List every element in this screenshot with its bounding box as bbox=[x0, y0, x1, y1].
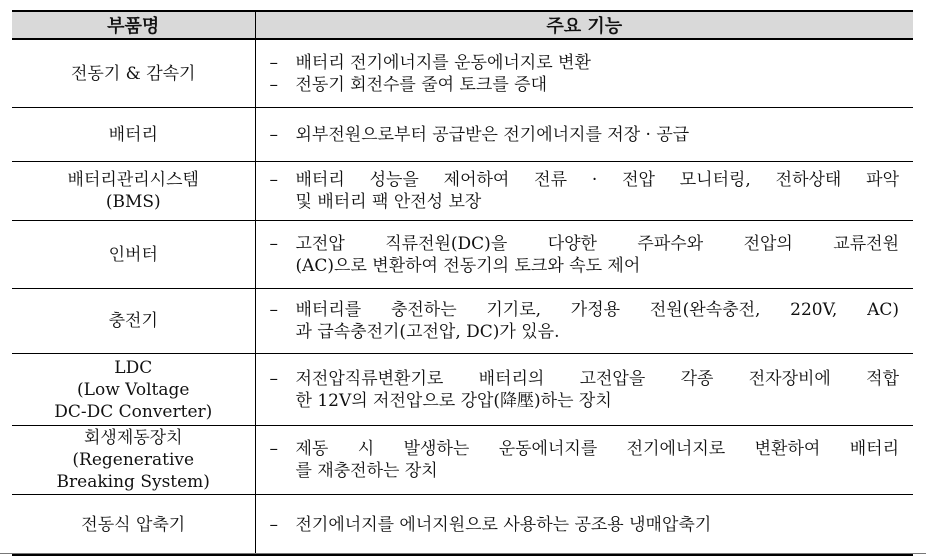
part-name-cell: 배터리관리시스템 (BMS) bbox=[12, 162, 255, 221]
function-continuation: 를 재충전하는 장치 bbox=[295, 461, 438, 481]
header-row bbox=[12, 11, 913, 39]
function-cell bbox=[255, 495, 913, 556]
table-row bbox=[12, 354, 913, 426]
dash-bullet: – bbox=[269, 300, 278, 320]
part-name-cell: 전동식 압축기 bbox=[12, 495, 255, 556]
table-row bbox=[12, 495, 913, 556]
dash-bullet: – bbox=[269, 52, 278, 73]
function-line bbox=[270, 368, 900, 390]
function-line bbox=[270, 438, 900, 460]
function-text: 제동 시 발생하는 운동에너지를 전기에너지로 변환하여 배터리 bbox=[295, 439, 899, 459]
dash-bullet: – bbox=[269, 514, 278, 535]
function-text: 외부전원으로부터 공급받은 전기에너지를 저장 · 공급 bbox=[295, 124, 690, 145]
function-text: 배터리를 충전하는 기기로, 가정용 전원(완속충전, 220V, AC) bbox=[295, 300, 899, 320]
dash-bullet: – bbox=[269, 233, 278, 254]
function-text: 고전압 직류전원(DC)을 다양한 주파수와 전압의 교류전원 bbox=[295, 233, 899, 254]
function-cell bbox=[255, 39, 913, 108]
function-continuation: 한 12V의 저전압으로 강압(降壓)하는 장치 bbox=[295, 390, 612, 411]
part-name-cell: 인버터 bbox=[12, 221, 255, 289]
function-text: 배터리 전기에너지를 운동에너지로 변환 bbox=[295, 52, 591, 73]
function-continuation: (AC)으로 변환하여 전동기의 토크와 속도 제어 bbox=[295, 255, 641, 276]
function-cell bbox=[255, 162, 913, 221]
dash-bullet: – bbox=[269, 170, 278, 190]
part-name-cell: LDC (Low Voltage DC-DC Converter) bbox=[12, 354, 255, 426]
table-row bbox=[12, 39, 913, 108]
table-row bbox=[12, 162, 913, 221]
components-table bbox=[12, 10, 913, 556]
function-line bbox=[270, 514, 900, 536]
dash-bullet: – bbox=[269, 368, 278, 389]
function-text: 전동기 회전수를 줄여 토크를 증대 bbox=[295, 74, 548, 95]
function-text: 배터리 성능을 제어하여 전류 · 전압 모니터링, 전하상태 파악 bbox=[295, 170, 899, 190]
part-name-cell: 전동기 & 감속기 bbox=[71, 63, 196, 84]
function-line bbox=[270, 169, 900, 191]
function-cell bbox=[255, 108, 913, 162]
table-row bbox=[12, 426, 913, 495]
table-row bbox=[12, 108, 913, 162]
dash-bullet: – bbox=[269, 124, 278, 145]
part-name-cell: 배터리 bbox=[12, 108, 255, 162]
function-line bbox=[270, 74, 900, 96]
table-row bbox=[12, 221, 913, 289]
part-name-cell: 회생제동장치 (Regenerative Breaking System) bbox=[12, 426, 255, 495]
function-cell bbox=[255, 354, 913, 426]
function-continuation: 및 배터리 팩 안전성 보장 bbox=[295, 192, 482, 212]
function-cell bbox=[255, 289, 913, 354]
function-text: 전기에너지를 에너지원으로 사용하는 공조용 냉매압축기 bbox=[295, 514, 712, 535]
dash-bullet: – bbox=[269, 74, 278, 95]
part-name-cell: 충전기 bbox=[12, 289, 255, 354]
function-text: 저전압직류변환기로 배터리의 고전압을 각종 전자장비에 적합 bbox=[295, 368, 899, 389]
dash-bullet: – bbox=[269, 439, 278, 459]
header-part-name: 부품명 bbox=[12, 11, 255, 39]
header-main-function: 주요 기능 bbox=[255, 11, 913, 39]
function-cell bbox=[255, 426, 913, 495]
page-bottom-rule bbox=[0, 553, 926, 554]
table-row bbox=[12, 289, 913, 354]
function-line bbox=[270, 299, 900, 321]
function-cell bbox=[255, 221, 913, 289]
function-line bbox=[270, 52, 900, 74]
function-line bbox=[270, 124, 900, 146]
function-continuation: 과 급속충전기(고전압, DC)가 있음. bbox=[295, 322, 560, 342]
function-line bbox=[270, 233, 900, 255]
